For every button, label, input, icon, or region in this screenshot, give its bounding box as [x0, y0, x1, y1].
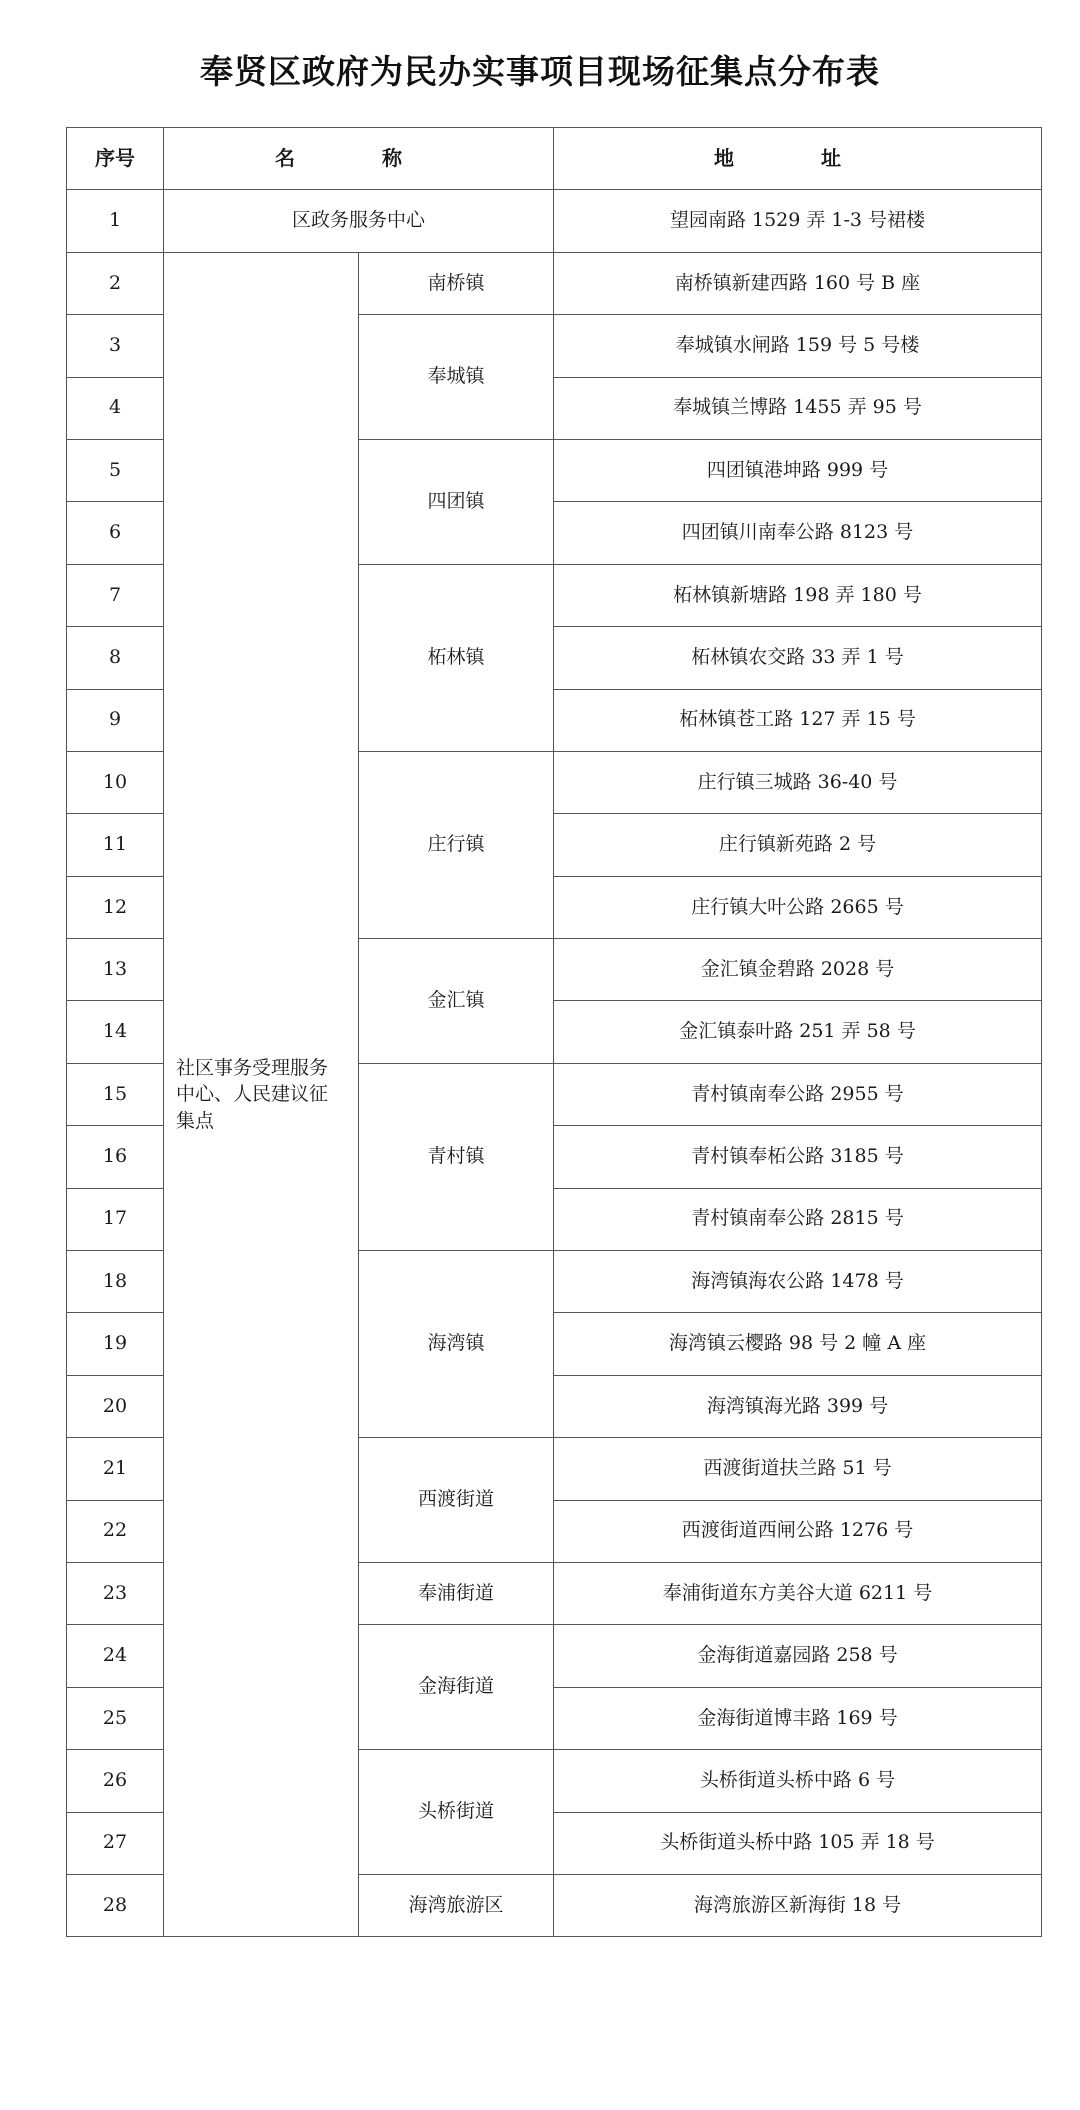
row-seq: 14 — [67, 1001, 164, 1063]
row-seq: 23 — [67, 1562, 164, 1624]
town-cell: 海湾旅游区 — [359, 1874, 554, 1936]
row-seq: 28 — [67, 1874, 164, 1936]
row-seq: 9 — [67, 689, 164, 751]
row-seq: 16 — [67, 1126, 164, 1188]
row-address: 海湾镇云樱路 98 号 2 幢 A 座 — [554, 1313, 1042, 1375]
row-seq: 18 — [67, 1251, 164, 1313]
row-seq: 8 — [67, 627, 164, 689]
row-address: 庄行镇大叶公路 2665 号 — [554, 876, 1042, 938]
row-seq: 21 — [67, 1438, 164, 1500]
town-cell: 青村镇 — [359, 1063, 554, 1250]
header-address: 地 址 — [554, 128, 1042, 190]
town-cell: 头桥街道 — [359, 1750, 554, 1875]
row-address: 庄行镇三城路 36-40 号 — [554, 751, 1042, 813]
category-cell: 社区事务受理服务中心、人民建议征集点 — [164, 252, 359, 1937]
town-cell: 柘林镇 — [359, 564, 554, 751]
row-address: 四团镇川南奉公路 8123 号 — [554, 502, 1042, 564]
collection-sites-table — [66, 127, 1042, 1937]
row-address: 奉浦街道东方美谷大道 6211 号 — [554, 1562, 1042, 1624]
row-seq: 11 — [67, 814, 164, 876]
row-seq: 7 — [67, 564, 164, 626]
row-seq: 1 — [67, 190, 164, 252]
row-address: 头桥街道头桥中路 6 号 — [554, 1750, 1042, 1812]
row-seq: 24 — [67, 1625, 164, 1687]
town-cell: 庄行镇 — [359, 751, 554, 938]
row-address: 奉城镇水闸路 159 号 5 号楼 — [554, 315, 1042, 377]
row-name: 区政务服务中心 — [164, 190, 554, 252]
row-seq: 13 — [67, 939, 164, 1001]
row-address: 南桥镇新建西路 160 号 B 座 — [554, 252, 1042, 314]
header-seq: 序号 — [67, 128, 164, 190]
row-address: 望园南路 1529 弄 1-3 号裙楼 — [554, 190, 1042, 252]
row-address: 金汇镇泰叶路 251 弄 58 号 — [554, 1001, 1042, 1063]
row-seq: 5 — [67, 439, 164, 501]
row-address: 头桥街道头桥中路 105 弄 18 号 — [554, 1812, 1042, 1874]
row-address: 青村镇南奉公路 2955 号 — [554, 1063, 1042, 1125]
row-seq: 22 — [67, 1500, 164, 1562]
table-row — [67, 190, 1042, 252]
row-seq: 2 — [67, 252, 164, 314]
town-cell: 金海街道 — [359, 1625, 554, 1750]
row-seq: 17 — [67, 1188, 164, 1250]
town-cell: 西渡街道 — [359, 1438, 554, 1563]
header-name: 名 称 — [164, 128, 554, 190]
row-seq: 4 — [67, 377, 164, 439]
table-body — [67, 190, 1042, 1937]
row-seq: 6 — [67, 502, 164, 564]
town-cell: 四团镇 — [359, 439, 554, 564]
row-seq: 3 — [67, 315, 164, 377]
row-address: 西渡街道扶兰路 51 号 — [554, 1438, 1042, 1500]
row-address: 柘林镇新塘路 198 弄 180 号 — [554, 564, 1042, 626]
row-address: 海湾镇海光路 399 号 — [554, 1375, 1042, 1437]
row-address: 青村镇奉柘公路 3185 号 — [554, 1126, 1042, 1188]
row-seq: 27 — [67, 1812, 164, 1874]
town-cell: 南桥镇 — [359, 252, 554, 314]
town-cell: 金汇镇 — [359, 939, 554, 1064]
table-row — [67, 252, 1042, 314]
row-seq: 19 — [67, 1313, 164, 1375]
row-address: 海湾旅游区新海街 18 号 — [554, 1874, 1042, 1936]
row-address: 西渡街道西闸公路 1276 号 — [554, 1500, 1042, 1562]
row-address: 柘林镇苍工路 127 弄 15 号 — [554, 689, 1042, 751]
row-address: 柘林镇农交路 33 弄 1 号 — [554, 627, 1042, 689]
row-address: 金汇镇金碧路 2028 号 — [554, 939, 1042, 1001]
row-seq: 25 — [67, 1687, 164, 1749]
row-address: 庄行镇新苑路 2 号 — [554, 814, 1042, 876]
row-address: 金海街道嘉园路 258 号 — [554, 1625, 1042, 1687]
row-address: 奉城镇兰博路 1455 弄 95 号 — [554, 377, 1042, 439]
row-seq: 10 — [67, 751, 164, 813]
town-cell: 海湾镇 — [359, 1251, 554, 1438]
town-cell: 奉城镇 — [359, 315, 554, 440]
row-address: 金海街道博丰路 169 号 — [554, 1687, 1042, 1749]
table-header-row — [67, 128, 1042, 190]
town-cell: 奉浦街道 — [359, 1562, 554, 1624]
row-seq: 26 — [67, 1750, 164, 1812]
row-address: 青村镇南奉公路 2815 号 — [554, 1188, 1042, 1250]
row-address: 四团镇港坤路 999 号 — [554, 439, 1042, 501]
row-seq: 15 — [67, 1063, 164, 1125]
row-seq: 12 — [67, 876, 164, 938]
page-title: 奉贤区政府为民办实事项目现场征集点分布表 — [200, 52, 880, 91]
row-address: 海湾镇海农公路 1478 号 — [554, 1251, 1042, 1313]
row-seq: 20 — [67, 1375, 164, 1437]
